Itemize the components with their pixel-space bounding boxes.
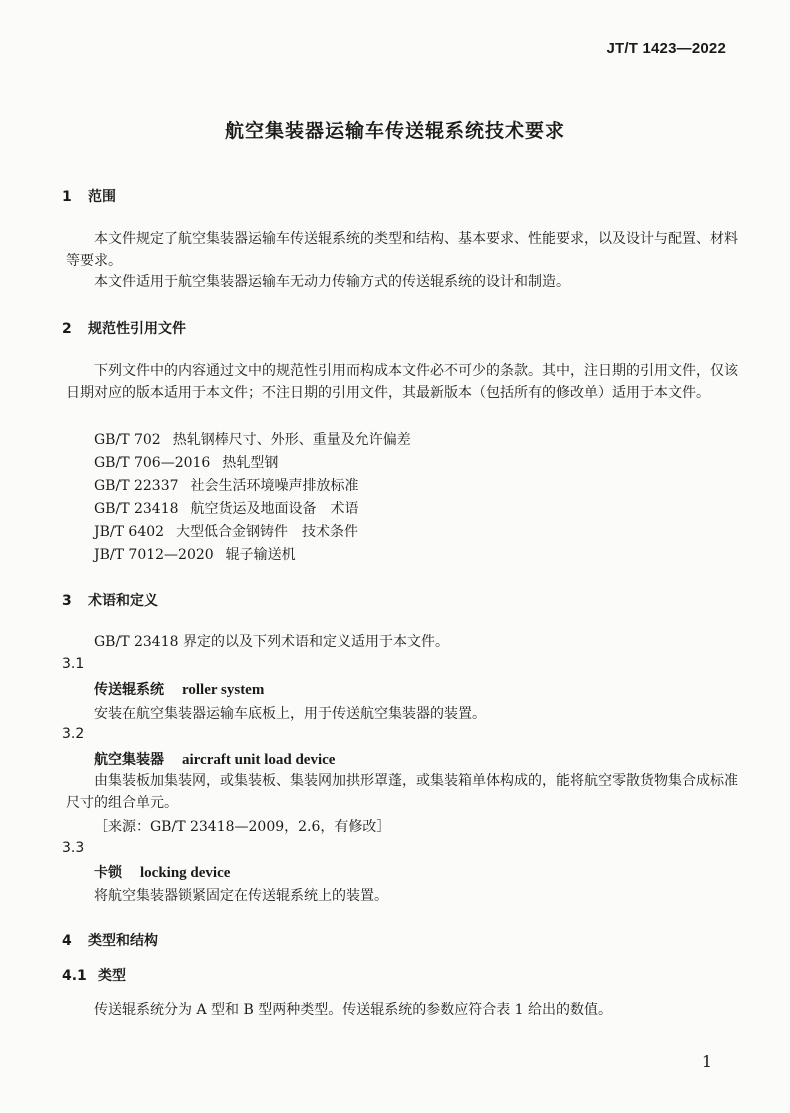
term-heading: 传送辊系统 roller system	[94, 682, 265, 698]
reference-item: JB/T 6402 大型低合金钢铸件 技术条件	[94, 524, 359, 540]
standard-number: JT/T 1423—2022	[606, 40, 726, 57]
clause-number: 3.2	[62, 726, 85, 742]
section-2-paragraph-1: 下列文件中的内容通过文中的规范性引用而构成本文件必不可少的条款。其中，注日期的引用文件，仅该日期对应的版本适用于本文件；不注日期的引用文件，其最新版本（包括所有的修改单）适用于本文件。	[66, 363, 738, 401]
reference-item: GB/T 702 热轧钢棒尺寸、外形、重量及允许偏差	[94, 432, 411, 448]
reference-item: GB/T 23418 航空货运及地面设备 术语	[94, 501, 359, 517]
term-definition: 由集装板加集装网，或集装板、集装网加拱形罩蓬，或集装箱单体构成的，能将航空零散货物集合成标准尺寸的组合单元。	[66, 773, 738, 811]
page-number: 1	[701, 1052, 712, 1071]
reference-item: GB/T 22337 社会生活环境噪声排放标准	[94, 478, 359, 494]
term-definition: 将航空集装器锁紧固定在传送辊系统上的装置。	[94, 888, 388, 904]
reference-item: JB/T 7012—2020 辊子输送机	[94, 547, 296, 563]
reference-item: GB/T 706—2016 热轧型钢	[94, 455, 279, 471]
section-4-heading: 4 类型和结构	[62, 933, 158, 949]
subsection-4-1-paragraph: 传送辊系统分为 A 型和 B 型两种类型。传送辊系统的参数应符合表 1 给出的数值。	[94, 1002, 613, 1018]
section-1-paragraph-1: 本文件规定了航空集装器运输车传送辊系统的类型和结构、基本要求、性能要求，以及设计与配置、材料等要求。	[66, 231, 738, 269]
term-heading: 航空集装器 aircraft unit load device	[94, 752, 336, 768]
term-source: ［来源：GB/T 23418—2009，2.6，有修改］	[94, 819, 391, 835]
section-1-heading: 1 范围	[62, 189, 116, 205]
clause-number: 3.1	[62, 656, 85, 672]
section-2-heading: 2 规范性引用文件	[62, 321, 186, 337]
term-heading: 卡锁 locking device	[94, 865, 231, 881]
section-1-paragraph-2: 本文件适用于航空集装器运输车无动力传输方式的传送辊系统的设计和制造。	[94, 274, 570, 290]
section-3-heading: 3 术语和定义	[62, 593, 158, 609]
document-title: 航空集装器运输车传送辊系统技术要求	[224, 120, 565, 142]
subsection-4-1-heading: 4.1 类型	[62, 968, 126, 984]
term-definition: 安装在航空集装器运输车底板上，用于传送航空集装器的装置。	[94, 706, 486, 722]
clause-number: 3.3	[62, 840, 85, 856]
section-3-paragraph-1: GB/T 23418 界定的以及下列术语和定义适用于本文件。	[94, 634, 449, 650]
